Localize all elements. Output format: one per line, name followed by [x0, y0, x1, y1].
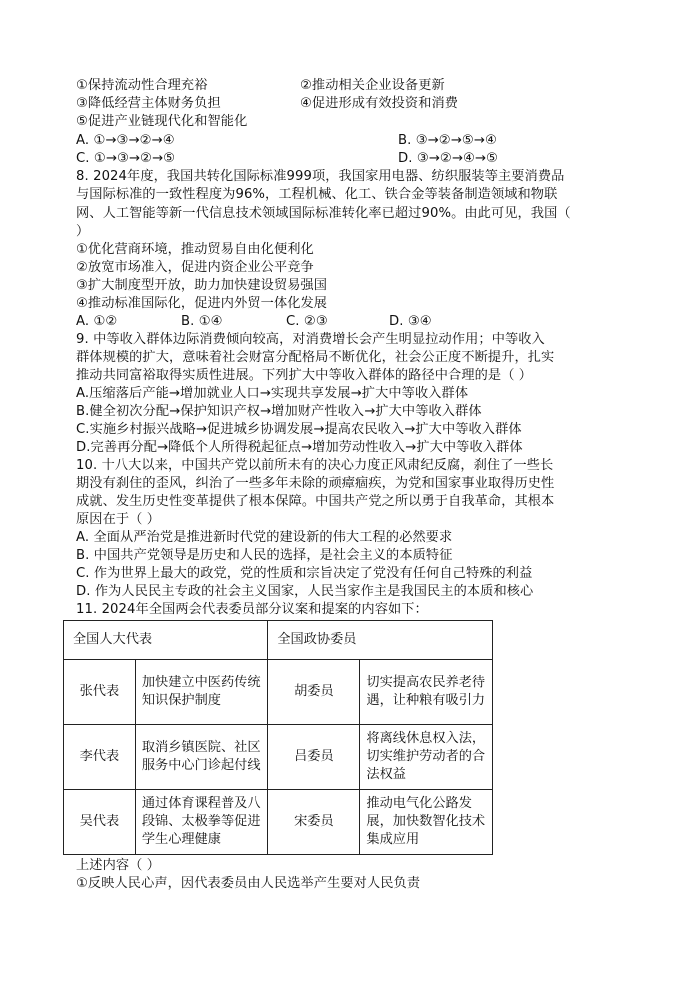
member-proposal: 将离线休息权入法，切实维护劳动者的合法权益	[360, 725, 493, 790]
q7-item-1: ①保持流动性合理充裕	[76, 78, 208, 93]
q10-stem-line-2: 期没有刹住的歪风，纠治了一些多年未除的顽瘴痼疾，为党和国家事业取得历史性	[76, 476, 555, 491]
q7-option-c: C. ①→③→②→⑤	[76, 151, 176, 166]
q8-stem-line-3: 网、人工智能等新一代信息技术领域国际标准转化率已超过90%。由此可见，我国（	[76, 206, 571, 221]
q10-stem-line-4: 原因在于（ ）	[76, 512, 161, 527]
q7-item-5: ⑤促进产业链现代化和智能化	[76, 114, 248, 129]
member-name: 吕委员	[268, 725, 360, 790]
deputy-name: 李代表	[64, 725, 136, 790]
member-name: 胡委员	[268, 660, 360, 725]
deputy-proposal: 加快建立中医药传统知识保护制度	[135, 660, 268, 725]
q8-item-2: ②放宽市场准入，促进内资企业公平竞争	[76, 260, 314, 275]
q9-stem-line-3: 推动共同富裕取得实质性进展。下列扩大中等收入群体的路径中合理的是（ ）	[76, 368, 533, 383]
deputy-name: 吴代表	[64, 790, 136, 855]
q11-intro: 11. 2024年全国两会代表委员部分议案和提案的内容如下：	[76, 602, 428, 617]
q11-question: 上述内容（ ）	[76, 858, 161, 873]
table-row	[64, 660, 493, 725]
header-cppcc-members: 全国政协委员	[268, 621, 493, 660]
q8-item-4: ④推动标准国际化，促进内外贸一体化发展	[76, 296, 328, 311]
header-npc-deputies: 全国人大代表	[64, 621, 268, 660]
deputy-name: 张代表	[64, 660, 136, 725]
q9-option-c: C.实施乡村振兴战略→促进城乡协调发展→提高农民收入→扩大中等收入群体	[76, 422, 522, 437]
q10-option-d: D. 作为人民民主专政的社会主义国家，人民当家作主是我国民主的本质和核心	[76, 584, 534, 599]
member-proposal: 切实提高农民养老待遇，让种粮有吸引力	[360, 660, 493, 725]
q10-stem-line-1: 10. 十八大以来，中国共产党以前所未有的决心力度正风肃纪反腐，刹住了一些长	[76, 458, 554, 473]
q8-option-c: C. ②③	[286, 314, 328, 329]
table-row	[64, 790, 493, 855]
q8-stem-line-2: 与国际标准的一致性程度为96%，工程机械、化工、铁合金等装备制造领域和物联	[76, 187, 558, 202]
deputy-proposal: 取消乡镇医院、社区服务中心门诊起付线	[135, 725, 268, 790]
q10-option-a: A. 全面从严治党是推进新时代党的建设新的伟大工程的必然要求	[76, 530, 453, 545]
q7-item-3: ③降低经营主体财务负担	[76, 96, 221, 111]
q7-item-2: ②推动相关企业设备更新	[300, 78, 445, 93]
q8-item-3: ③扩大制度型开放，助力加快建设贸易强国	[76, 278, 328, 293]
q8-option-d: D. ③④	[389, 314, 432, 329]
q7-option-d: D. ③→②→④→⑤	[398, 151, 498, 166]
q8-option-b: B. ①④	[181, 314, 223, 329]
q11-proposal-table	[63, 620, 493, 855]
deputy-proposal: 通过体育课程普及八段锦、太极拳等促进学生心理健康	[135, 790, 268, 855]
q9-option-a: A.压缩落后产能→增加就业人口→实现共享发展→扩大中等收入群体	[76, 386, 469, 401]
table-header-row	[64, 621, 493, 660]
member-name: 宋委员	[268, 790, 360, 855]
q8-stem-line-4: ）	[76, 224, 90, 239]
q8-option-a: A. ①②	[76, 314, 118, 329]
q9-stem-line-2: 群体规模的扩大，意味着社会财富分配格局不断优化，社会公正度不断提升，扎实	[76, 350, 555, 365]
q9-option-d: D.完善再分配→降低个人所得税起征点→增加劳动性收入→扩大中等收入群体	[76, 440, 523, 455]
q7-option-b: B. ③→②→⑤→④	[398, 133, 497, 148]
q10-stem-line-3: 成就、发生历史性变革提供了根本保障。中国共产党之所以勇于自我革命，其根本	[76, 494, 555, 509]
q7-option-a: A. ①→③→②→④	[76, 133, 175, 148]
q11-item-1: ①反映人民心声，因代表委员由人民选举产生要对人民负责	[76, 876, 421, 891]
member-proposal: 推动电气化公路发展，加快数智化技术集成应用	[360, 790, 493, 855]
q9-option-b: B.健全初次分配→保护知识产权→增加财产性收入→扩大中等收入群体	[76, 404, 482, 419]
q9-stem-line-1: 9. 中等收入群体边际消费倾向较高，对消费增长会产生明显拉动作用；中等收入	[76, 332, 545, 347]
q7-item-4: ④促进形成有效投资和消费	[300, 96, 459, 111]
q8-stem-line-1: 8. 2024年度，我国共转化国际标准999项，我国家用电器、纺织服装等主要消费品	[76, 169, 565, 184]
q8-item-1: ①优化营商环境，推动贸易自由化便利化	[76, 242, 314, 257]
table-row	[64, 725, 493, 790]
q10-option-b: B. 中国共产党领导是历史和人民的选择，是社会主义的本质特征	[76, 548, 453, 563]
q10-option-c: C. 作为世界上最大的政党，党的性质和宗旨决定了党没有任何自己特殊的利益	[76, 566, 533, 581]
